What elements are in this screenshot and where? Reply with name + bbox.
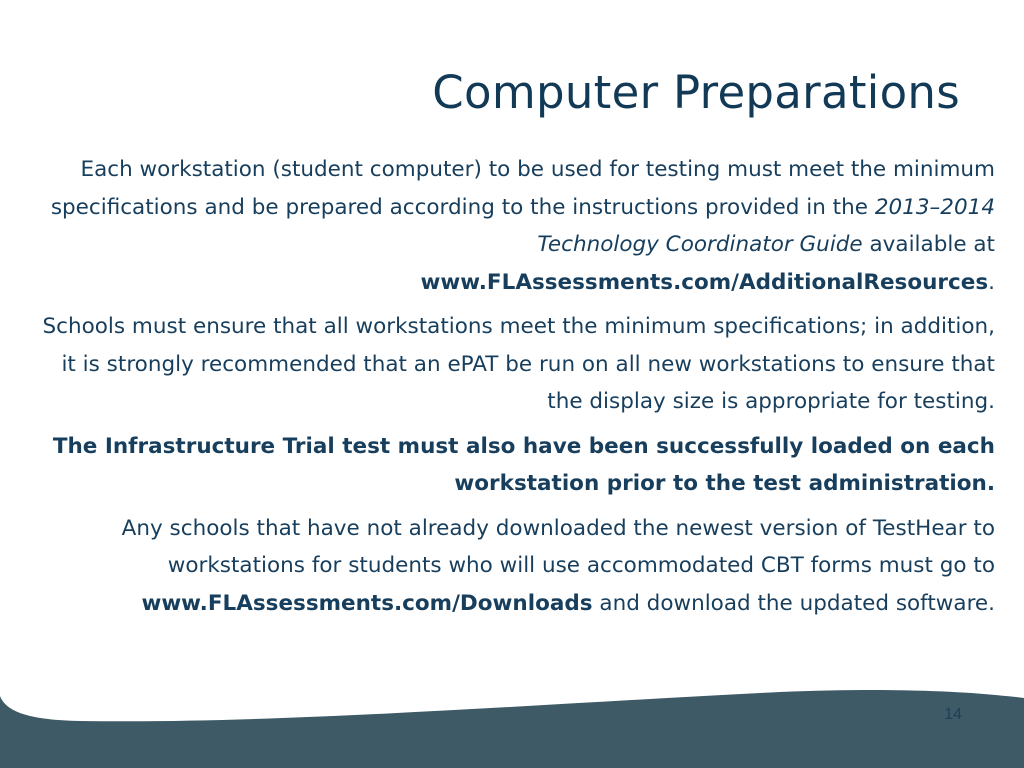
p4-text-a: Any schools that have not already downloaded the newest version of TestHear to workstations for students who will use accommodated CBT forms must go to [121, 515, 995, 578]
paragraph-testhear-download [40, 510, 995, 623]
slide-title: Computer Preparations [432, 66, 960, 119]
p1-text-b: available at [862, 232, 995, 257]
p1-text-a: Each workstation (student computer) to be used for testing must meet the minimum specifications and be prepared according to the instructions provided in the [50, 157, 995, 220]
paragraph-workstation-requirements [40, 151, 995, 301]
p1-text-c: . [988, 269, 995, 295]
additional-resources-link[interactable]: www.FLAssessments.com/AdditionalResources [420, 269, 989, 295]
page-number: 14 [944, 706, 962, 723]
slide-body [40, 151, 995, 629]
footer-wave [0, 688, 1024, 768]
p4-text-b: and download the updated software. [592, 590, 995, 616]
technology-coordinator-guide-title: 2013–2014 Technology Coordinator Guide [537, 194, 995, 257]
downloads-link[interactable]: www.FLAssessments.com/Downloads [141, 590, 593, 616]
paragraph-infrastructure-trial: The Infrastructure Trial test must also have been successfully loaded on each workstation prior to the test administration. [52, 433, 995, 496]
paragraph-epat-recommendation: Schools must ensure that all workstations meet the minimum specifications; in addition, it is strongly recommended that an ePAT be run on all new workstations to ensure that the display size is appropriate for testing. [42, 314, 995, 414]
